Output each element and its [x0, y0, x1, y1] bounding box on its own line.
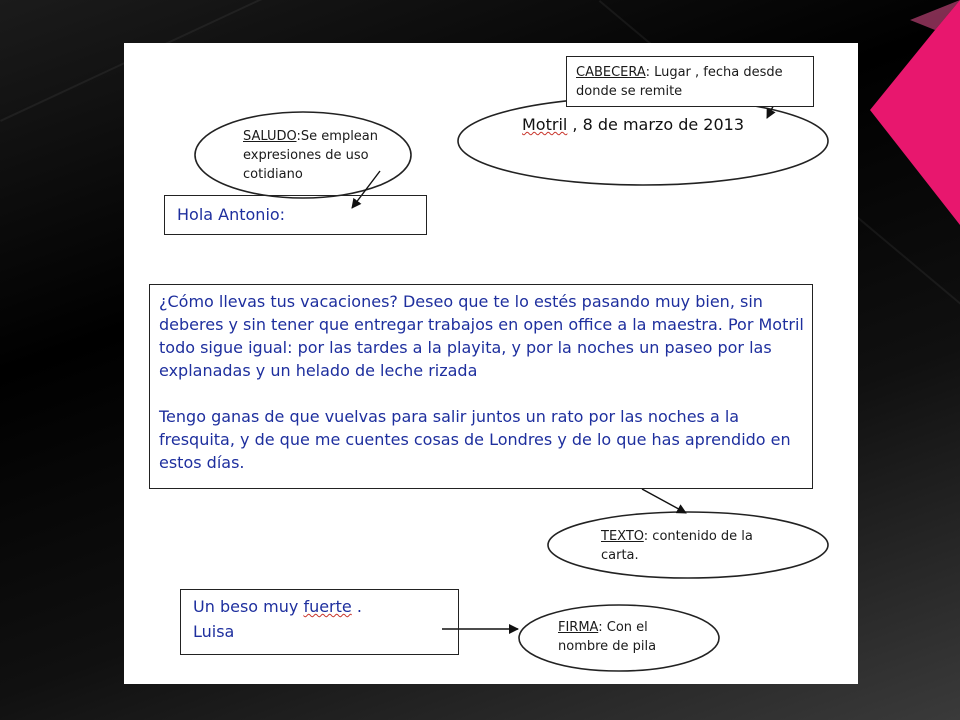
saludo-label: SALUDO — [243, 129, 297, 144]
closing-text: Un beso muy — [193, 597, 304, 616]
place-name: Motril — [522, 115, 568, 134]
firma-note — [558, 618, 688, 656]
cabecera-ellipse — [458, 97, 828, 185]
place-date — [522, 113, 762, 137]
cabecera-description: : Lugar , fecha desde donde se remite — [576, 65, 783, 99]
firma-label: FIRMA — [558, 620, 599, 635]
signature-name: Luisa — [193, 622, 235, 641]
texto-note — [601, 527, 781, 565]
greeting-text: Hola Antonio: — [177, 205, 286, 224]
closing-line — [193, 595, 453, 618]
letter-body-para2: Tengo ganas de que vuelvas para salir juntos un rato por las noches a la fresquita, y de que me cuentes cosas de Londres y de lo que has aprendido en estos días. — [159, 407, 791, 472]
letter-body-para1: ¿Cómo llevas tus vacaciones? Deseo que te lo estés pasando muy bien, sin deberes y sin tener que entregar trabajos en open office a la maestra. Por Motril todo sigue igual: por las tardes a la playita, y por la noches un paseo por las explanadas y un helado de leche rizada — [159, 292, 804, 380]
date-text: , 8 de marzo de 2013 — [567, 115, 744, 134]
slide-canvas — [124, 43, 858, 684]
cabecera-label: CABECERA — [576, 65, 646, 80]
texto-description: : contenido de la carta. — [601, 529, 753, 563]
texto-label: TEXTO — [601, 529, 644, 544]
saludo-note — [243, 127, 413, 184]
closing-punct: . — [351, 597, 362, 616]
cabecera-note — [576, 63, 808, 101]
saludo-description: :Se emplean expresiones de uso cotidiano — [243, 129, 379, 182]
texto-arrow — [642, 489, 686, 513]
closing-emphasis: fuerte — [303, 597, 352, 616]
firma-description: : Con el nombre de pila — [558, 620, 657, 654]
